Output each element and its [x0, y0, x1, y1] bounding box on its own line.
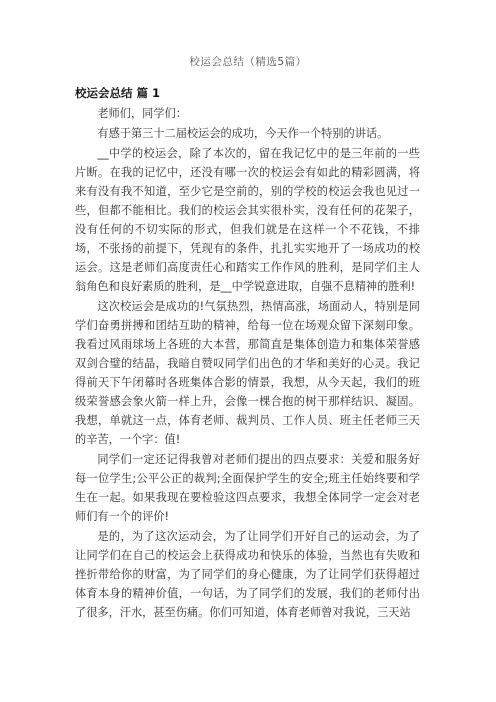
paragraph-salutation: 老师们，同学们：: [97, 107, 187, 120]
paragraph: 同学们一定还记得我曾对老师们提出的四点要求：关爱和服务好每一位学生;公平公正的裁判;全面保护学生的安全;班主任始终要和学生在一起。如果我现在要检验这四点要求，我想全体同学一定会对老师们有一个的评价!: [75, 453, 420, 523]
paragraph-intro: 有感于第三十二届校运会的成功，今天作一个特别的讲话。: [97, 127, 389, 140]
section-heading: 校运会总结 篇 1: [75, 86, 161, 100]
paragraph: __中学的校运会，除了本次的，留在我记忆中的是三年前的一些片断。在我的记忆中，还没有哪一次的校运会有如此的精彩圆满，将来有没有我不知道，至少它是空前的，别的学校的校运会我也见过一些，但都不能相比。我们的校运会其实很朴实，没有任何的花架子，没有任何的不切实际的形式，但我们就是在这样一个不花钱，不排场，不张扬的前提下，凭现有的条件，扎扎实实地开了一场成功的校运会。这是老师们高度责任心和踏实工作作风的胜利，是同学们主人翁角色和良好素质的胜利，是__中学锐意进取，自强不息精神的胜利!: [75, 147, 420, 293]
paragraph: 这次校运会是成功的!气氛热烈，热情高涨，场面动人，特别是同学们奋勇拼搏和团结互助的精神，给每一位在场观众留下深刻印象。我看过风雨球场上各班的大本营，那简直是集体创造力和集体荣誉感双剑合璧的结晶，我暗自赞叹同学们出色的才华和美好的心灵。我记得前天下午闭幕时各班集体合影的情景，我想，从今天起，我们的班级荣誉感会象火箭一样上升，会像一棵合抱的树干那样结识、凝固。我想，单就这一点，体育老师、裁判员、工作人员、班主任老师三天的辛苦，一个字：值!: [75, 300, 420, 446]
document-body: [75, 84, 420, 623]
paragraph: 是的，为了这次运动会，为了让同学们开好自己的运动会，为了让同学们在自己的校运会上获得成功和快乐的体验，当然也有失败和挫折带给你的财富，为了同学们的身心健康，为了让同学们获得超过体育本身的精神价值，一句话，为了同学们的发展，我们的老师付出了很多，汗水，甚至伤痛。你们可知道，体育老师曾对我说，三天站: [75, 530, 420, 619]
document-title: 校运会总结（精选5篇）: [189, 56, 307, 68]
